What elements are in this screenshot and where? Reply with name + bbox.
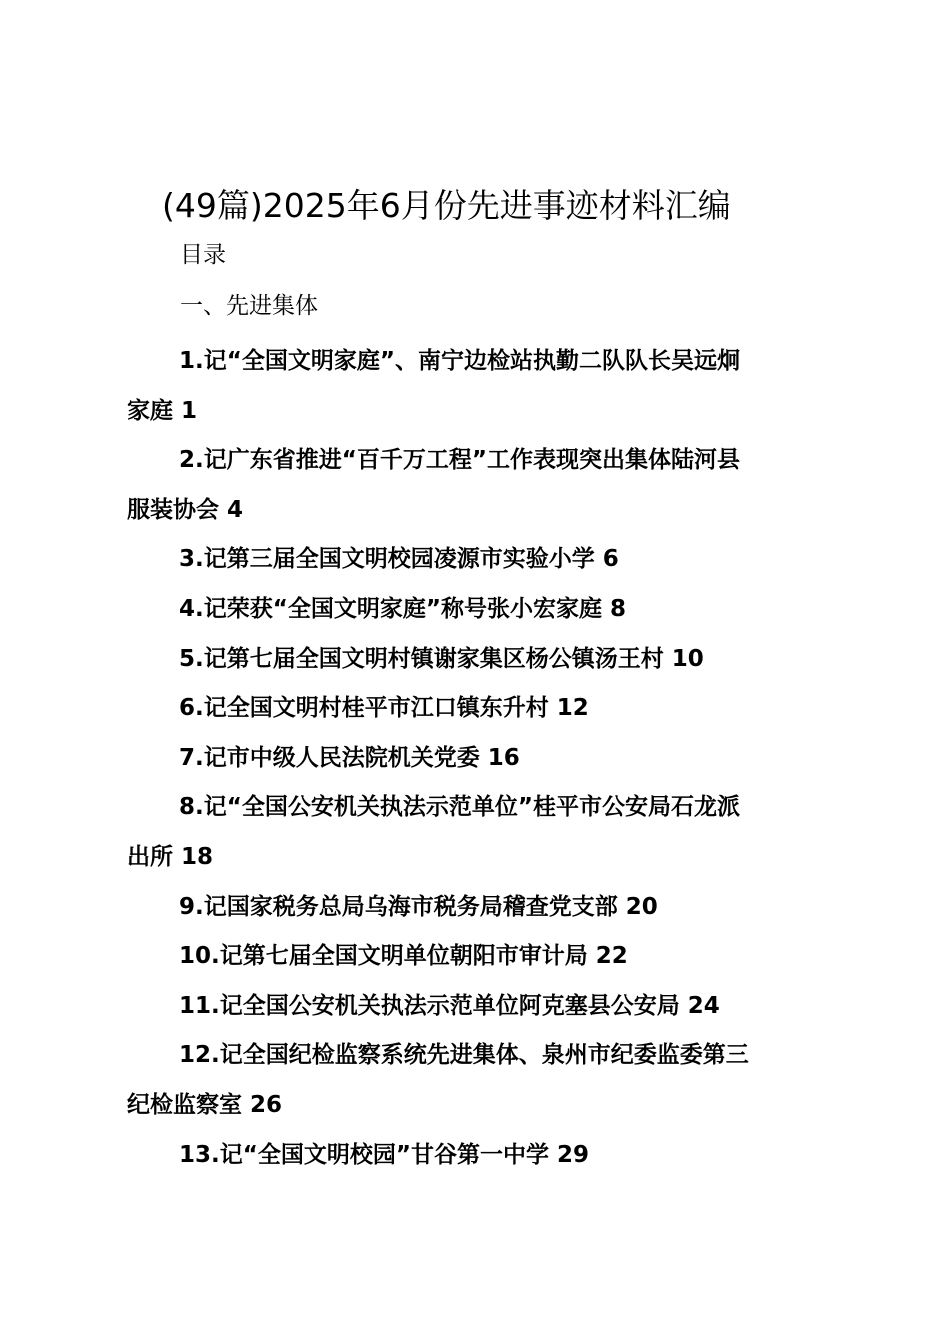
toc-item-line-continued: 服装协会 4 bbox=[127, 496, 244, 523]
toc-item[interactable] bbox=[127, 337, 833, 436]
toc-item-line-continued: 出所 18 bbox=[127, 843, 214, 870]
toc-item[interactable] bbox=[127, 585, 833, 635]
toc-item-line: 8.记“全国公安机关执法示范单位”桂平市公安局石龙派 bbox=[179, 794, 740, 821]
toc-item[interactable] bbox=[127, 1031, 833, 1130]
toc-item[interactable] bbox=[127, 883, 833, 933]
toc-item-line: 4.记荣获“全国文明家庭”称号张小宏家庭 8 bbox=[179, 595, 626, 622]
toc-item[interactable] bbox=[127, 684, 833, 734]
section-heading: 一、先进集体 bbox=[180, 293, 318, 319]
toc-item-line: 2.记广东省推进“百千万工程”工作表现突出集体陆河县 bbox=[179, 447, 740, 474]
toc-item[interactable] bbox=[127, 1131, 833, 1181]
toc-item-line: 12.记全国纪检监察系统先进集体、泉州市纪委监委第三 bbox=[179, 1042, 749, 1069]
toc-item[interactable] bbox=[127, 734, 833, 784]
toc-item-line-continued: 纪检监察室 26 bbox=[127, 1091, 283, 1118]
toc-item-line-continued: 家庭 1 bbox=[127, 397, 198, 424]
toc-item-line: 1.记“全国文明家庭”、南宁边检站执勤二队队长吴远炯 bbox=[179, 348, 740, 374]
toc-item-line: 5.记第七届全国文明村镇谢家集区杨公镇汤王村 10 bbox=[179, 645, 704, 672]
toc-item[interactable] bbox=[127, 982, 833, 1032]
toc-item-line: 7.记市中级人民法院机关党委 16 bbox=[179, 744, 520, 771]
toc-item-line: 3.记第三届全国文明校园凌源市实验小学 6 bbox=[179, 546, 619, 573]
toc-item[interactable] bbox=[127, 535, 833, 585]
toc-item-line: 11.记全国公安机关执法示范单位阿克塞县公安局 24 bbox=[179, 992, 720, 1019]
toc-item-line: 6.记全国文明村桂平市江口镇东升村 12 bbox=[179, 695, 589, 722]
toc-heading: 目录 bbox=[180, 242, 226, 268]
document-title: (49篇)2025年6月份先进事迹材料汇编 bbox=[162, 186, 731, 225]
toc-item[interactable] bbox=[127, 436, 833, 535]
toc-item[interactable] bbox=[127, 783, 833, 882]
toc-item-line: 9.记国家税务总局乌海市税务局稽查党支部 20 bbox=[179, 893, 658, 920]
toc-item[interactable] bbox=[127, 932, 833, 982]
toc-item[interactable] bbox=[127, 635, 833, 685]
toc-item-line: 13.记“全国文明校园”甘谷第一中学 29 bbox=[179, 1141, 589, 1168]
toc-list bbox=[127, 337, 833, 1180]
toc-item-line: 10.记第七届全国文明单位朝阳市审计局 22 bbox=[179, 943, 628, 970]
